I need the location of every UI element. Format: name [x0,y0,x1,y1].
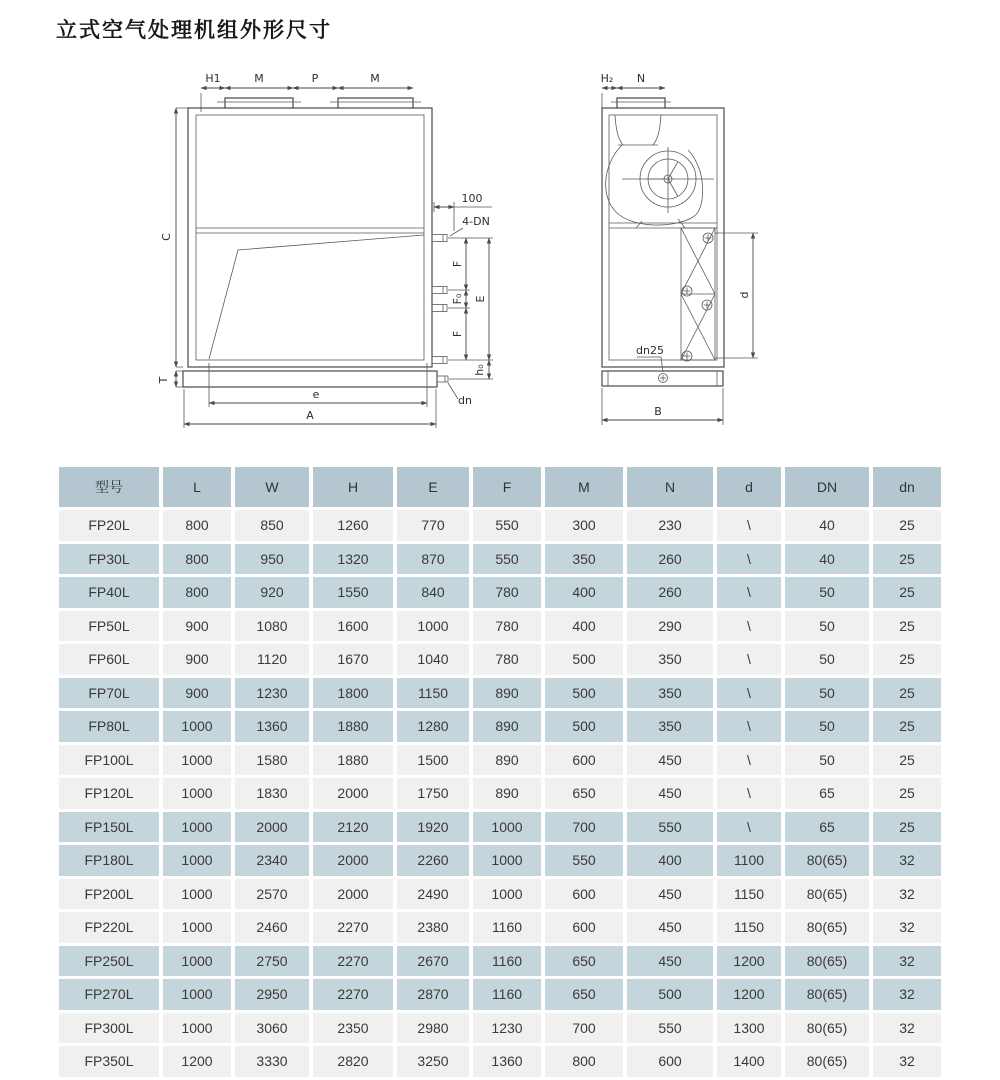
column-header: F [473,467,541,507]
table-cell: 40 [785,544,869,575]
table-cell: \ [717,577,781,608]
column-header: dn [873,467,941,507]
table-cell: 1920 [397,812,469,843]
table-row [59,678,941,709]
table-cell: FP220L [59,912,159,943]
table-cell: 3250 [397,1046,469,1077]
table-cell: 1580 [235,745,309,776]
table-cell: 25 [873,711,941,742]
table-cell: 1160 [473,979,541,1010]
table-cell: 550 [627,1013,713,1044]
table-row [59,946,941,977]
table-cell: 550 [473,510,541,541]
table-cell: 1100 [717,845,781,876]
column-header: M [545,467,623,507]
table-cell: \ [717,711,781,742]
table-header-row [59,467,941,507]
table-cell: 50 [785,577,869,608]
table-cell: 1000 [163,1013,231,1044]
table-cell: 2000 [313,845,393,876]
table-cell: 920 [235,577,309,608]
table-cell: 1600 [313,611,393,642]
table-cell: 25 [873,644,941,675]
table-cell: 50 [785,644,869,675]
table-cell: 40 [785,510,869,541]
table-cell: 1800 [313,678,393,709]
table-cell: 800 [163,577,231,608]
table-cell: 80(65) [785,912,869,943]
table-cell: 2820 [313,1046,393,1077]
dim-label-p: P [311,72,319,85]
table-body [59,510,941,1077]
table-cell: 650 [545,979,623,1010]
table-cell: 50 [785,611,869,642]
table-cell: 500 [545,644,623,675]
table-cell: 2340 [235,845,309,876]
table-row [59,979,941,1010]
table-cell: 2270 [313,946,393,977]
table-cell: FP300L [59,1013,159,1044]
table-cell: 1160 [473,946,541,977]
table-cell: 850 [235,510,309,541]
table-cell: 550 [627,812,713,843]
table-cell: 65 [785,778,869,809]
table-row [59,778,941,809]
table-cell: 260 [627,544,713,575]
callout-dn: dn [458,394,472,407]
table-cell: 1080 [235,611,309,642]
coil-section [681,228,715,361]
table-cell: 80(65) [785,946,869,977]
table-cell: 450 [627,745,713,776]
table-cell: 2980 [397,1013,469,1044]
table-row [59,510,941,541]
table-cell: 950 [235,544,309,575]
callout-4dn: 4-DN [462,215,490,228]
dim-label-a: A [306,409,314,422]
dim-label-f2: F [451,330,464,338]
table-cell: 800 [163,544,231,575]
dim-label-c: C [160,233,173,241]
table-cell: 700 [545,812,623,843]
table-cell: \ [717,611,781,642]
dim-label-b: B [654,405,662,418]
table-cell: 890 [473,711,541,742]
table-cell: 600 [627,1046,713,1077]
table-cell: 80(65) [785,845,869,876]
table-cell: 260 [627,577,713,608]
table-row [59,1046,941,1077]
table-row [59,611,941,642]
page-title: 立式空气处理机组外形尺寸 [56,18,332,42]
table-row [59,745,941,776]
table-cell: 32 [873,946,941,977]
table-cell: 840 [397,577,469,608]
table-row [59,544,941,575]
table-row [59,845,941,876]
table-cell: 1360 [235,711,309,742]
table-cell: 80(65) [785,1046,869,1077]
table-cell: 500 [545,678,623,709]
table-cell: 50 [785,678,869,709]
table-cell: 2490 [397,879,469,910]
table-cell: 32 [873,979,941,1010]
column-header: W [235,467,309,507]
table-cell: 780 [473,644,541,675]
table-cell: 450 [627,912,713,943]
dim-label-m2: M [370,72,380,85]
table-cell: 2000 [313,778,393,809]
table-cell: 2870 [397,979,469,1010]
table-cell: 780 [473,611,541,642]
callout-dn25: dn25 [636,344,664,357]
table-cell: 2000 [235,812,309,843]
dim-label-h1: H1 [205,72,221,85]
table-cell: FP60L [59,644,159,675]
dim-label-d: d [738,291,751,299]
centrifugal-fan [606,115,714,228]
table-cell: 65 [785,812,869,843]
table-cell: 1000 [473,879,541,910]
table-cell: 1000 [163,845,231,876]
table-cell: 1000 [473,812,541,843]
table-cell: \ [717,678,781,709]
table-cell: 32 [873,1013,941,1044]
table-cell: 900 [163,678,231,709]
table-cell: 600 [545,912,623,943]
table-cell: \ [717,812,781,843]
table-cell: 50 [785,711,869,742]
table-cell: 890 [473,778,541,809]
table-cell: 1000 [163,912,231,943]
column-header: H [313,467,393,507]
table-cell: 500 [627,979,713,1010]
pipe-connection-symbols [682,233,713,361]
dimension-spec-table [55,464,945,1080]
table-cell: 700 [545,1013,623,1044]
table-cell: FP180L [59,845,159,876]
table-cell: 32 [873,1046,941,1077]
table-row [59,644,941,675]
table-cell: 80(65) [785,979,869,1010]
table-cell: 1150 [717,912,781,943]
table-cell: 2270 [313,979,393,1010]
table-cell: 1000 [163,979,231,1010]
table-cell: 600 [545,745,623,776]
table-cell: 1000 [163,946,231,977]
table-cell: 450 [627,778,713,809]
table-cell: 600 [545,879,623,910]
table-cell: FP120L [59,778,159,809]
table-cell: 1300 [717,1013,781,1044]
table-cell: 1280 [397,711,469,742]
table-cell: 2380 [397,912,469,943]
dim-label-e: e [312,388,320,401]
table-cell: 1000 [163,711,231,742]
pipe-stubs [432,235,448,383]
table-row [59,711,941,742]
table-cell: FP50L [59,611,159,642]
technical-drawing [0,55,1000,455]
column-header: E [397,467,469,507]
table-cell: 500 [545,711,623,742]
table-cell: \ [717,778,781,809]
table-cell: 2950 [235,979,309,1010]
dim-label-h0: h₀ [473,364,486,376]
table-cell: 1160 [473,912,541,943]
table-row [59,879,941,910]
table-cell: 3060 [235,1013,309,1044]
column-header: d [717,467,781,507]
table-cell: FP100L [59,745,159,776]
table-cell: 800 [163,510,231,541]
table-cell: 350 [627,678,713,709]
table-cell: 1400 [717,1046,781,1077]
table-row [59,577,941,608]
table-cell: FP250L [59,946,159,977]
table-cell: \ [717,644,781,675]
table-row [59,1013,941,1044]
table-cell: \ [717,745,781,776]
table-cell: 550 [473,544,541,575]
table-cell: 1000 [473,845,541,876]
table-cell: 890 [473,745,541,776]
column-header: DN [785,467,869,507]
table-cell: 870 [397,544,469,575]
table-cell: FP350L [59,1046,159,1077]
table-cell: 400 [627,845,713,876]
table-cell: FP270L [59,979,159,1010]
table-cell: 900 [163,611,231,642]
table-cell: 1260 [313,510,393,541]
table-cell: 1670 [313,644,393,675]
table-cell: FP30L [59,544,159,575]
table-cell: 1880 [313,711,393,742]
table-cell: 1000 [163,879,231,910]
dim-label-n: N [636,72,646,85]
table-cell: 2460 [235,912,309,943]
dim-label-e-right: E [474,295,487,303]
table-cell: 2000 [313,879,393,910]
dim-label-t: T [157,376,170,384]
table-cell: 1000 [163,812,231,843]
table-cell: 25 [873,745,941,776]
table-cell: 800 [545,1046,623,1077]
table-cell: 1550 [313,577,393,608]
table-cell: 1000 [163,778,231,809]
column-header: L [163,467,231,507]
table-cell: 2350 [313,1013,393,1044]
table-cell: 890 [473,678,541,709]
table-cell: 25 [873,577,941,608]
table-cell: 50 [785,745,869,776]
table-row [59,812,941,843]
table-cell: 1830 [235,778,309,809]
table-cell: FP70L [59,678,159,709]
dim-label-f0: F₀ [451,293,464,305]
table-cell: 550 [545,845,623,876]
table-cell: 450 [627,946,713,977]
table-cell: 80(65) [785,1013,869,1044]
table-cell: 650 [545,946,623,977]
table-cell: 1750 [397,778,469,809]
table-cell: 25 [873,611,941,642]
dim-label-h2: H₂ [600,72,614,85]
table-cell: 900 [163,644,231,675]
table-cell: FP20L [59,510,159,541]
table-cell: 25 [873,778,941,809]
table-cell: 230 [627,510,713,541]
table-cell: 1150 [717,879,781,910]
table-cell: 3330 [235,1046,309,1077]
table-cell: 350 [545,544,623,575]
table-cell: 1120 [235,644,309,675]
table-cell: 25 [873,678,941,709]
table-cell: 25 [873,510,941,541]
table-cell: 1230 [235,678,309,709]
table-cell: FP200L [59,879,159,910]
table-cell: 2670 [397,946,469,977]
table-cell: 350 [627,711,713,742]
dim-label-m1: M [254,72,264,85]
dim-label-f1: F [451,260,464,268]
table-cell: 400 [545,611,623,642]
table-cell: 25 [873,544,941,575]
table-cell: 300 [545,510,623,541]
table-cell: 1000 [163,745,231,776]
side-view-drawing [601,72,758,425]
table-cell: 32 [873,845,941,876]
table-cell: 1200 [717,979,781,1010]
table-cell: 25 [873,812,941,843]
column-header: N [627,467,713,507]
table-cell: 1040 [397,644,469,675]
front-view-drawing [157,72,493,428]
table-cell: FP150L [59,812,159,843]
table-cell: 2570 [235,879,309,910]
table-cell: 1500 [397,745,469,776]
column-header: 型号 [59,467,159,507]
table-cell: 1200 [717,946,781,977]
table-cell: 450 [627,879,713,910]
table-cell: 1320 [313,544,393,575]
table-cell: 32 [873,912,941,943]
table-cell: 80(65) [785,879,869,910]
table-cell: 650 [545,778,623,809]
table-cell: 1360 [473,1046,541,1077]
table-cell: 400 [545,577,623,608]
table-cell: 770 [397,510,469,541]
table-row [59,912,941,943]
table-cell: 780 [473,577,541,608]
table-cell: FP40L [59,577,159,608]
table-cell: 32 [873,879,941,910]
table-cell: 1230 [473,1013,541,1044]
table-cell: 2270 [313,912,393,943]
table-cell: 1150 [397,678,469,709]
table-cell: FP80L [59,711,159,742]
table-cell: 1000 [397,611,469,642]
dim-label-100: 100 [461,192,483,205]
table-head [59,467,941,507]
table-cell: \ [717,510,781,541]
table-cell: 2260 [397,845,469,876]
table-cell: 1880 [313,745,393,776]
table-cell: 2750 [235,946,309,977]
table-cell: 1200 [163,1046,231,1077]
table-cell: 350 [627,644,713,675]
table-cell: \ [717,544,781,575]
table-cell: 290 [627,611,713,642]
table-cell: 2120 [313,812,393,843]
